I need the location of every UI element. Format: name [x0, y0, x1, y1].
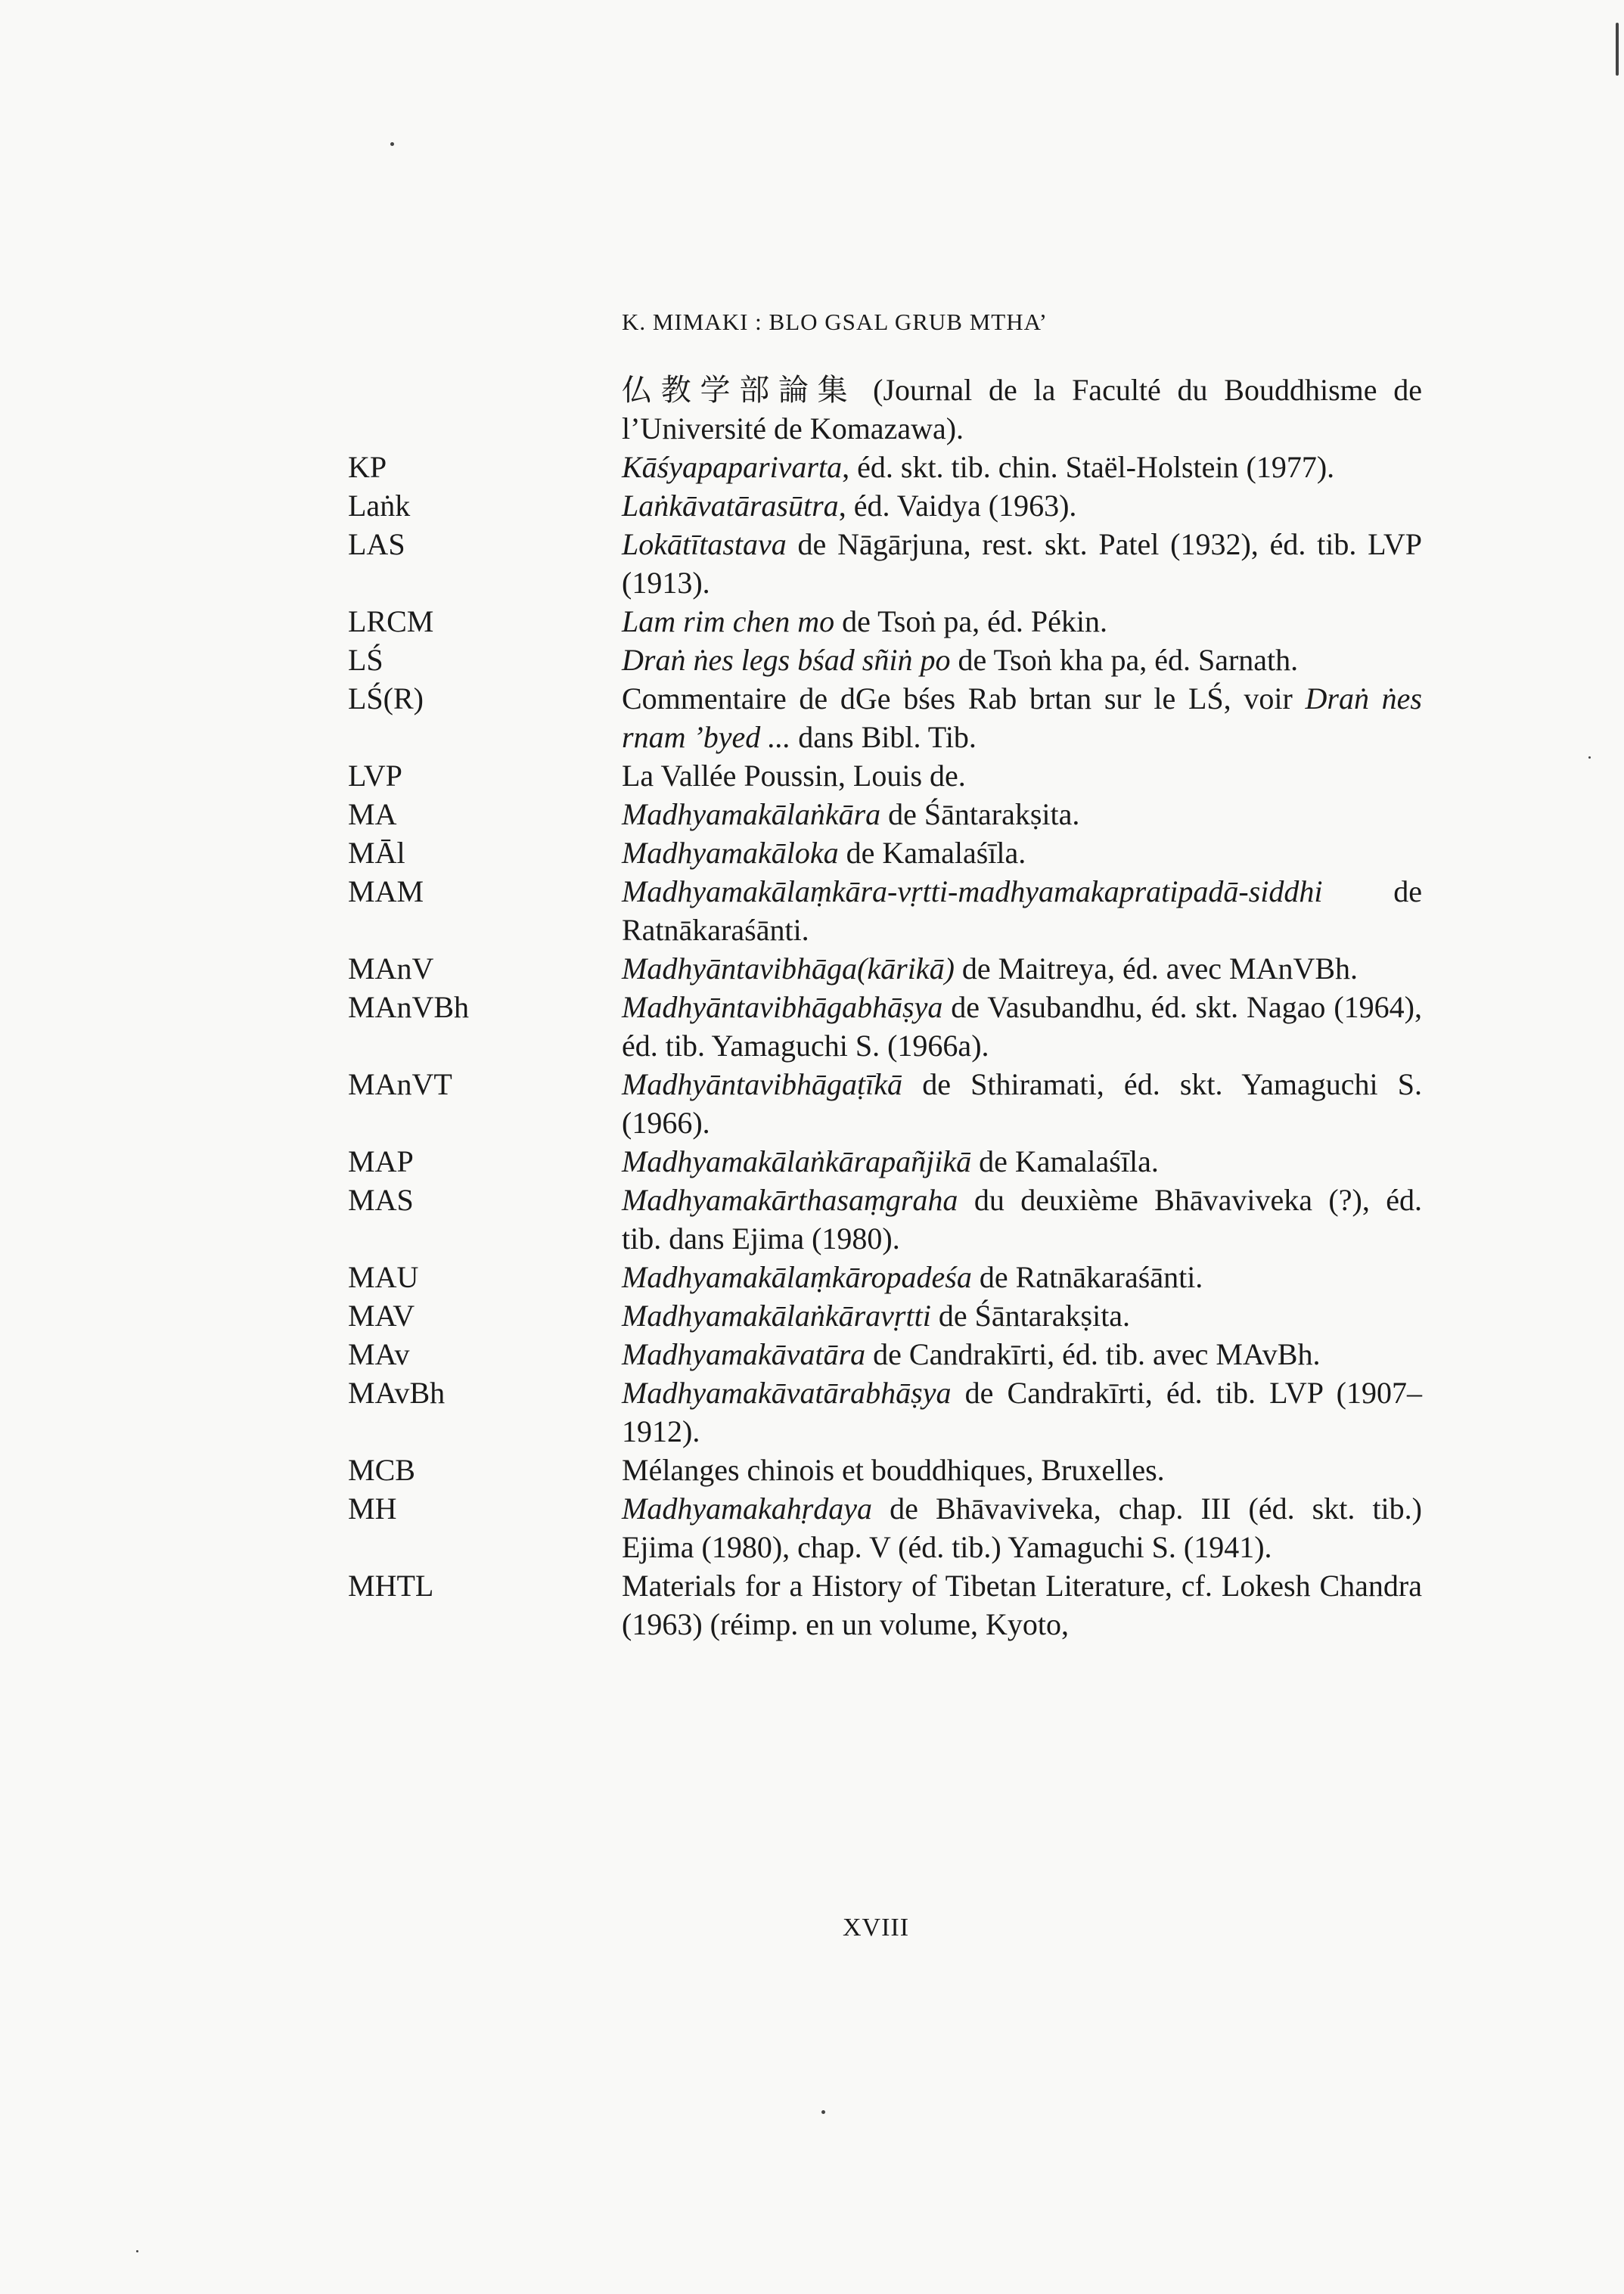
- abbreviation-entry: [348, 949, 1422, 988]
- entry-description: [622, 602, 1422, 641]
- abbreviation-entry: [348, 602, 1422, 641]
- entry-abbreviation: MAv: [348, 1337, 410, 1371]
- entry-abbreviation: MAnVBh: [348, 990, 470, 1024]
- abbreviation-entry: [348, 1335, 1422, 1374]
- entry-description: [622, 833, 1422, 872]
- entry-text: de Sthiramati, éd. skt. Yamaguchi S. (1966).: [622, 1067, 1422, 1140]
- entry-abbreviation: MAvBh: [348, 1376, 446, 1410]
- abbreviation-entry: [348, 1489, 1422, 1566]
- abbreviation-entry: [348, 641, 1422, 679]
- entry-text: , éd. skt. tib. chin. Staël-Holstein (1977).: [842, 450, 1335, 484]
- entry-title-italic: Madhyamakālaṅkāra: [622, 797, 881, 831]
- entry-text: du deuxième Bhāvaviveka (?), éd. tib. dans Ejima (1980).: [622, 1183, 1422, 1256]
- abbreviation-entry: [348, 486, 1422, 525]
- abbreviation-entry: [348, 1258, 1422, 1296]
- entry-description: [622, 949, 1422, 988]
- entry-description: [622, 679, 1422, 756]
- abbreviation-entry: [348, 525, 1422, 602]
- entry-description: [622, 1335, 1422, 1374]
- entry-title-italic: Madhyamakāloka: [622, 836, 839, 870]
- entry-title-italic: Madhyamakārthasaṃgraha: [622, 1183, 958, 1217]
- entry-title-italic: Madhyamakālaṅkāravṛtti: [622, 1299, 931, 1333]
- entry-text: de Candrakīrti, éd. tib. LVP (1907–1912).: [622, 1376, 1422, 1448]
- entry-text: de Candrakīrti, éd. tib. avec MAvBh.: [865, 1337, 1321, 1371]
- entry-abbreviation: MAP: [348, 1144, 414, 1178]
- abbreviation-entry: [348, 795, 1422, 833]
- entry-abbreviation: MAnVT: [348, 1067, 452, 1101]
- entry-abbreviation: KP: [348, 450, 387, 484]
- entry-text: Materials for a History of Tibetan Literature, cf. Lokesh Chandra (1963) (réimp. en un volume, Kyoto,: [622, 1569, 1422, 1641]
- scan-speck: [390, 142, 394, 146]
- entry-abbreviation: Laṅk: [348, 489, 411, 523]
- entry-text: de Bhāvaviveka, chap. III (éd. skt. tib.) Ejima (1980), chap. V (éd. tib.) Yamaguchi S. (1941).: [622, 1492, 1422, 1564]
- entry-description: [622, 1451, 1422, 1489]
- entry-title-italic: Madhyamakāvatāra: [622, 1337, 866, 1371]
- entry-title-italic: Kāśyapaparivarta: [622, 450, 843, 484]
- entry-abbreviation: LŚ(R): [348, 681, 424, 716]
- entry-title-italic: Lokātītastava: [622, 527, 787, 561]
- entry-abbreviation: LŚ: [348, 643, 383, 677]
- entry-text: de Ratnākaraśānti.: [622, 874, 1422, 947]
- entry-description: [622, 1566, 1422, 1644]
- entry-abbreviation: MAM: [348, 874, 424, 908]
- entry-description: [622, 371, 1422, 448]
- entry-abbreviation: MCB: [348, 1453, 415, 1487]
- abbreviation-list: [348, 371, 1422, 1644]
- entry-description: [622, 1258, 1422, 1296]
- entry-abbreviation: LAS: [348, 527, 405, 561]
- entry-abbreviation: MHTL: [348, 1569, 434, 1603]
- entry-title-italic: Madhyamakālaṃkāropadeśa: [622, 1260, 972, 1294]
- entry-description: [622, 795, 1422, 833]
- entry-description: [622, 1374, 1422, 1451]
- entry-title-italic: Madhyāntavibhāga(kārikā): [622, 951, 955, 986]
- abbreviation-entry: [348, 1451, 1422, 1489]
- entry-title-italic: Madhyāntavibhāgaṭīkā: [622, 1067, 903, 1101]
- scan-speck: [1588, 756, 1591, 759]
- abbreviation-entry: [348, 1566, 1422, 1644]
- abbreviation-entry: [348, 1065, 1422, 1142]
- abbreviation-entry: [348, 1296, 1422, 1335]
- entry-title-italic: Madhyamakāvatārabhāṣya: [622, 1376, 952, 1410]
- entry-title-italic: Lam rim chen mo: [622, 604, 835, 638]
- scan-speck: [1616, 23, 1619, 76]
- entry-description: [622, 872, 1422, 949]
- entry-description: [622, 1489, 1422, 1566]
- entry-description: [622, 1142, 1422, 1181]
- entry-description: [622, 641, 1422, 679]
- entry-text: de Ratnākaraśānti.: [971, 1260, 1203, 1294]
- entry-text: Mélanges chinois et bouddhiques, Bruxelles.: [622, 1453, 1165, 1487]
- entry-text: de Vasubandhu, éd. skt. Nagao (1964), éd. tib. Yamaguchi S. (1966a).: [622, 990, 1422, 1063]
- entry-abbreviation: MH: [348, 1492, 397, 1526]
- entry-abbreviation: MAnV: [348, 951, 434, 986]
- entry-text: La Vallée Poussin, Louis de.: [622, 759, 966, 793]
- entry-text: dans Bibl. Tib.: [790, 720, 977, 754]
- entry-description: [622, 448, 1422, 486]
- entry-text: de Śāntarakṣita.: [880, 797, 1080, 831]
- entry-title-italic: Madhyamakālaṃkāra-vṛtti-madhyamakapratipadā-siddhi: [622, 874, 1323, 908]
- abbreviation-entry: [348, 833, 1422, 872]
- entry-text: 仏教学部論集 (Journal de la Faculté du Bouddhisme de l’Université de Komazawa).: [622, 373, 1422, 445]
- scan-speck: [136, 2250, 138, 2252]
- entry-description: [622, 756, 1422, 795]
- abbreviation-entry: [348, 371, 1422, 448]
- entry-description: [622, 486, 1422, 525]
- entry-description: [622, 1296, 1422, 1335]
- entry-text: Commentaire de dGe bśes Rab brtan sur le LŚ, voir: [622, 681, 1306, 716]
- entry-title-italic: Madhyāntavibhāgabhāṣya: [622, 990, 943, 1024]
- entry-description: [622, 1065, 1422, 1142]
- page-number: XVIII: [843, 1914, 910, 1942]
- entry-text: de Nāgārjuna, rest. skt. Patel (1932), éd. tib. LVP (1913).: [622, 527, 1422, 600]
- abbreviation-entry: [348, 679, 1422, 756]
- entry-description: [622, 988, 1422, 1065]
- scan-speck: [821, 2110, 825, 2114]
- entry-title-italic: Draṅ ṅes legs bśad sñiṅ po: [622, 643, 951, 677]
- abbreviation-entry: [348, 988, 1422, 1065]
- abbreviation-entry: [348, 1142, 1422, 1181]
- entry-text: de Kamalaśīla.: [971, 1144, 1159, 1178]
- entry-description: [622, 1181, 1422, 1258]
- abbreviation-entry: [348, 1374, 1422, 1451]
- abbreviation-entry: [348, 872, 1422, 949]
- entry-text: de Śāntarakṣita.: [930, 1299, 1131, 1333]
- entry-abbreviation: LVP: [348, 759, 402, 793]
- abbreviation-entry: [348, 448, 1422, 486]
- entry-description: [622, 525, 1422, 602]
- entry-title-italic: Madhyamakahṛdaya: [622, 1492, 873, 1526]
- entry-title-italic: Laṅkāvatārasūtra: [622, 489, 839, 523]
- entry-text: , éd. Vaidya (1963).: [838, 489, 1077, 523]
- abbreviation-entry: [348, 1181, 1422, 1258]
- entry-abbreviation: MAS: [348, 1183, 414, 1217]
- entry-title-italic: Draṅ ṅes rnam ’byed ...: [622, 681, 1422, 754]
- entry-title-italic: Madhyamakālaṅkārapañjikā: [622, 1144, 972, 1178]
- entry-abbreviation: MĀl: [348, 836, 405, 870]
- abbreviation-entry: [348, 756, 1422, 795]
- entry-abbreviation: MA: [348, 797, 397, 831]
- entry-text: de Tsoṅ pa, éd. Pékin.: [834, 604, 1107, 638]
- running-head: K. MIMAKI : BLO GSAL GRUB MTHA’: [622, 309, 1048, 335]
- entry-abbreviation: MAV: [348, 1299, 415, 1333]
- entry-text: de Tsoṅ kha pa, éd. Sarnath.: [950, 643, 1299, 677]
- entry-text: de Kamalaśīla.: [838, 836, 1026, 870]
- entry-abbreviation: MAU: [348, 1260, 419, 1294]
- entry-abbreviation: LRCM: [348, 604, 434, 638]
- entry-text: de Maitreya, éd. avec MAnVBh.: [954, 951, 1359, 986]
